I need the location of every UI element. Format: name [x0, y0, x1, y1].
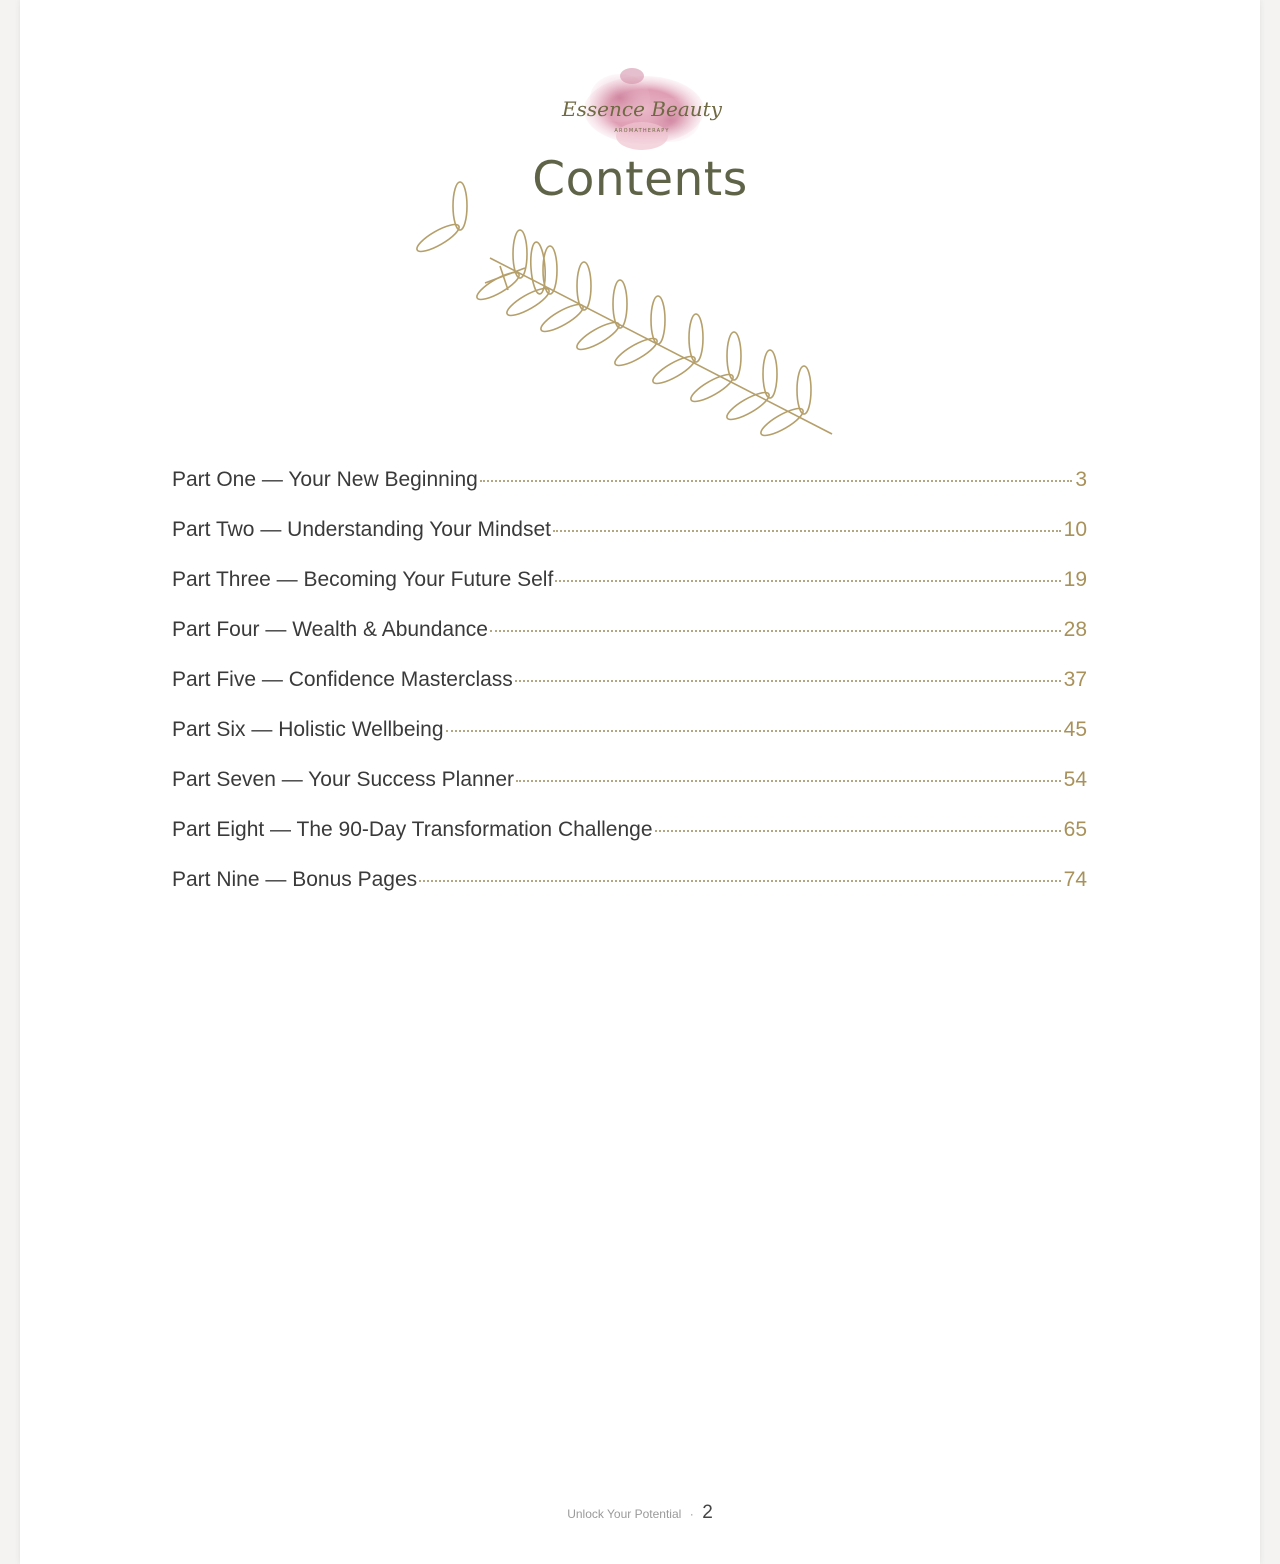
toc-entry-page-number: 10	[1063, 518, 1087, 541]
toc-entry[interactable]	[172, 668, 1087, 718]
leaf-sprig-icon	[460, 228, 820, 448]
document-page	[20, 0, 1260, 1564]
toc-leader-dots	[515, 680, 1061, 682]
footer-separator: ·	[689, 1507, 694, 1521]
toc-entry[interactable]	[172, 618, 1087, 668]
toc-leader-dots	[553, 530, 1061, 532]
toc-leader-dots	[516, 780, 1061, 782]
toc-leader-dots	[480, 480, 1072, 482]
page-footer	[20, 1502, 1260, 1524]
table-of-contents	[172, 468, 1087, 918]
toc-entry-title: Part One — Your New Beginning	[172, 468, 478, 491]
toc-leader-dots	[446, 730, 1061, 732]
toc-leader-dots	[490, 630, 1061, 632]
logo-script-text: Essence Beauty	[562, 97, 722, 121]
toc-entry-page-number: 19	[1063, 568, 1087, 591]
toc-entry[interactable]	[172, 868, 1087, 918]
page-title: Contents	[532, 152, 748, 207]
footer-document-title: Unlock Your Potential	[567, 1507, 682, 1521]
toc-entry-page-number: 37	[1063, 668, 1087, 691]
toc-entry[interactable]	[172, 718, 1087, 768]
toc-entry-title: Part Four — Wealth & Abundance	[172, 618, 488, 641]
toc-leader-dots	[419, 880, 1061, 882]
toc-entry-title: Part Five — Confidence Masterclass	[172, 668, 513, 691]
toc-entry-page-number: 3	[1075, 468, 1087, 491]
toc-entry-title: Part Six — Holistic Wellbeing	[172, 718, 444, 741]
toc-leader-dots	[655, 830, 1061, 832]
toc-entry-page-number: 54	[1063, 768, 1087, 791]
logo-subtext: AROMATHERAPY	[614, 128, 670, 134]
toc-entry-page-number: 65	[1063, 818, 1087, 841]
toc-entry-title: Part Nine — Bonus Pages	[172, 868, 418, 891]
toc-entry-page-number: 45	[1063, 718, 1087, 741]
toc-entry[interactable]	[172, 768, 1087, 818]
toc-entry[interactable]	[172, 468, 1087, 518]
toc-entry-title: Part Seven — Your Success Planner	[172, 768, 515, 791]
toc-entry-title: Part Eight — The 90-Day Transformation Challenge	[172, 818, 653, 841]
toc-entry[interactable]	[172, 568, 1087, 618]
toc-leader-dots	[555, 580, 1060, 582]
brand-logo	[562, 62, 722, 162]
toc-entry[interactable]	[172, 518, 1087, 568]
footer-page-number: 2	[702, 1502, 713, 1523]
toc-entry-title: Part Two — Understanding Your Mindset	[172, 518, 551, 541]
toc-entry-page-number: 74	[1063, 868, 1087, 891]
toc-entry[interactable]	[172, 818, 1087, 868]
toc-entry-title: Part Three — Becoming Your Future Self	[172, 568, 554, 591]
toc-entry-page-number: 28	[1063, 618, 1087, 641]
